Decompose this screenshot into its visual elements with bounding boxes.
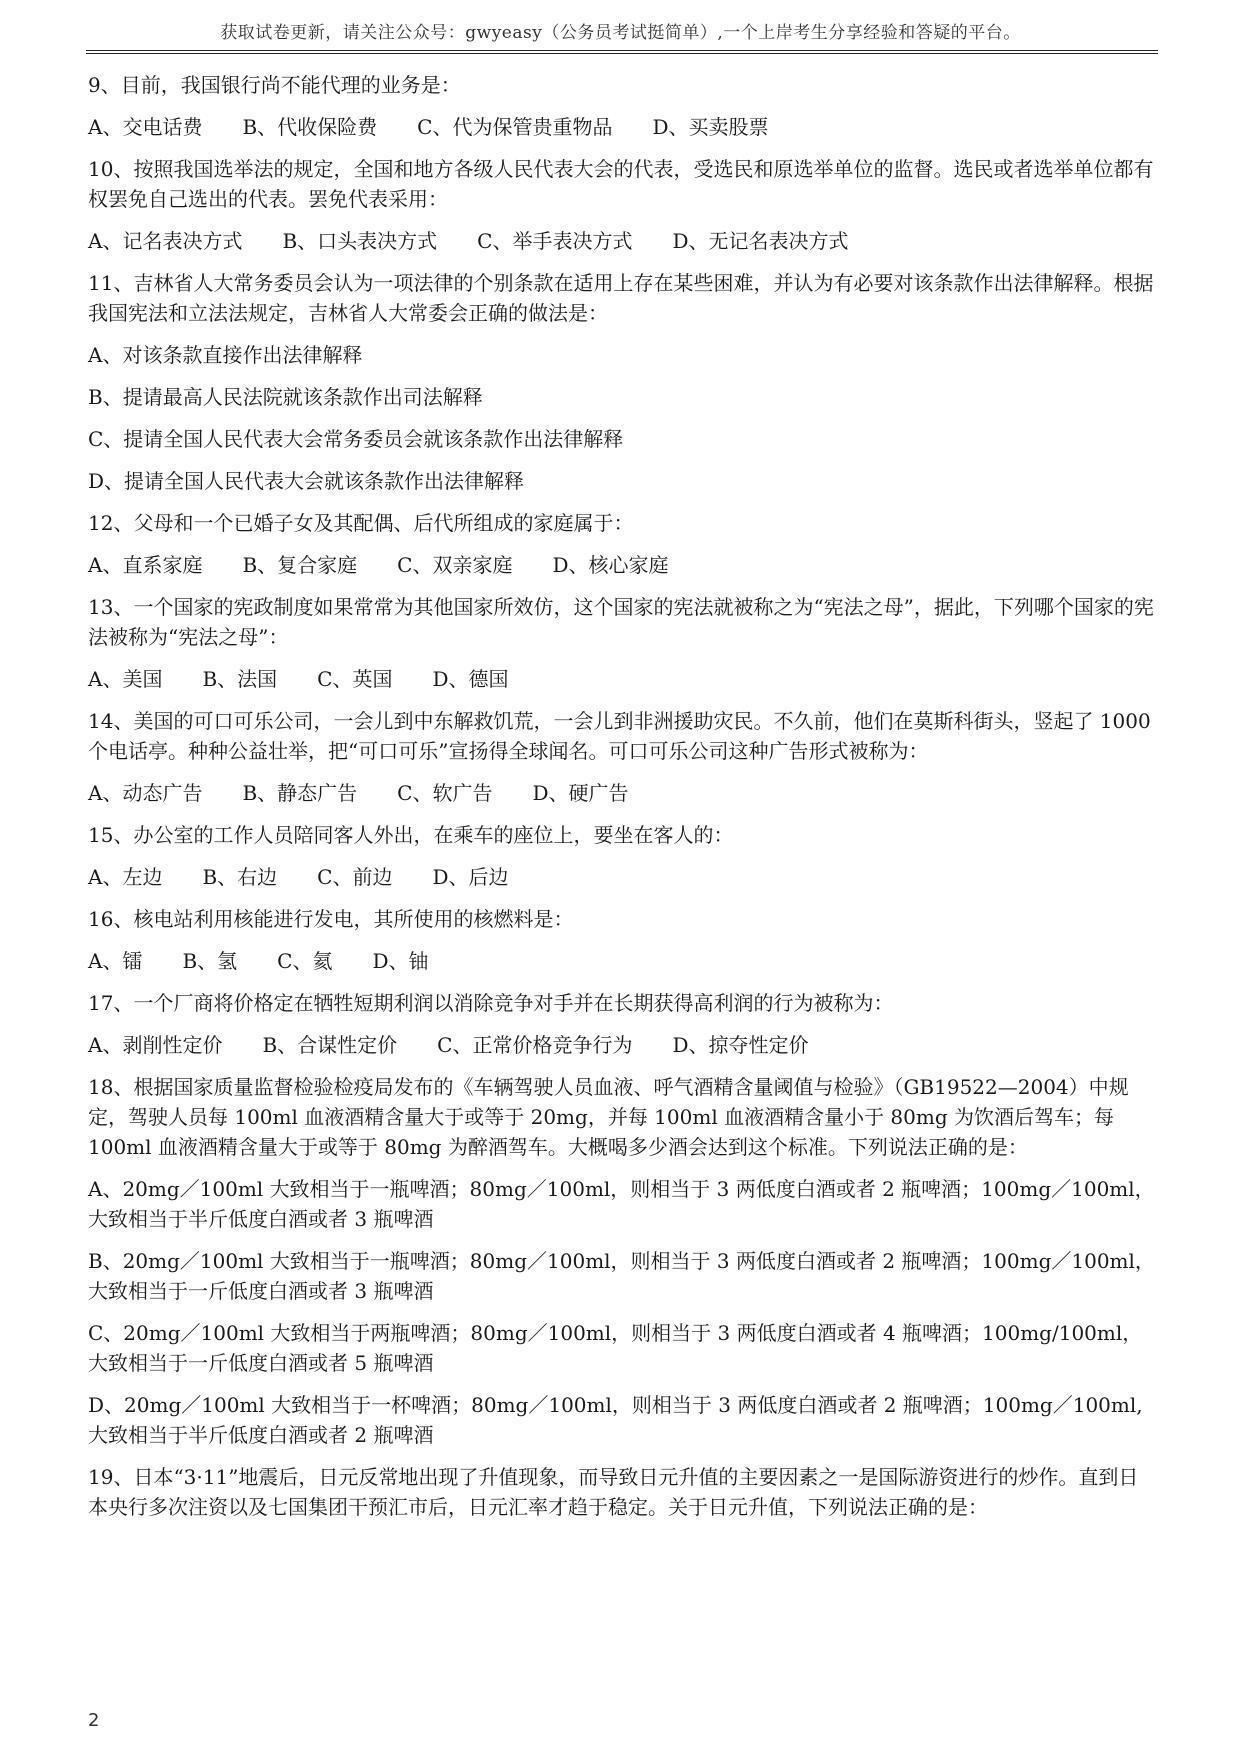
question-list [88,70,1156,1522]
option: C、举手表决方式 [477,229,633,253]
option-row [88,112,1156,142]
option-row [88,664,1156,694]
option-row [88,778,1156,808]
option-row [88,946,1156,976]
option: D、无记名表决方式 [672,229,849,253]
question-stem: 19、日本“3·11”地震后，日元反常地出现了升值现象，而导致日元升值的主要因素之一是国际游资进行的炒作。直到日本央行多次注资以及七国集团干预汇市后，日元汇率才趋于稳定。关于日元升值，下列说法正确的是： [88,1465,1139,1519]
option: B、复合家庭 [242,553,358,577]
page-number: 2 [88,1710,100,1731]
option: B、口头表决方式 [282,229,438,253]
option: C、软广告 [397,781,493,805]
option: A、交电话费 [88,115,203,139]
question-stem: 12、父母和一个已婚子女及其配偶、后代所组成的家庭属于： [88,511,634,535]
question-stem: 16、核电站利用核能进行发电，其所使用的核燃料是： [88,907,574,931]
question-stem: 14、美国的可口可乐公司，一会儿到中东解救饥荒，一会儿到非洲援助灾民。不久前，他们在莫斯科街头，竖起了 1000 个电话亭。种种公益壮举，把“可口可乐”宣扬得全球闻名。可口可乐公司这种广告形式被称为： [88,709,1151,763]
option: B、右边 [202,865,278,889]
option: C、正常价格竞争行为 [437,1033,633,1057]
option: C、前边 [317,865,393,889]
question-stem: 10、按照我国选举法的规定，全国和地方各级人民代表大会的代表，受选民和原选举单位的监督。选民或者选举单位都有权罢免自己选出的代表。罢免代表采用： [88,157,1154,211]
question-stem: 17、一个厂商将价格定在牺牲短期利润以消除竞争对手并在长期获得高利润的行为被称为： [88,991,894,1015]
option: A、镭 [88,949,143,973]
option: B、静态广告 [242,781,358,805]
option: A、美国 [88,667,163,691]
option: C、代为保管贵重物品 [417,115,613,139]
option: B、20mg／100ml 大致相当于一瓶啤酒；80mg／100ml，则相当于 3 两低度白酒或者 2 瓶啤酒；100mg／100ml，大致相当于一斤低度白酒或者 3 瓶啤酒 [88,1249,1155,1303]
question-stem: 9、目前，我国银行尚不能代理的业务是： [88,73,461,97]
option: A、左边 [88,865,163,889]
option-row [88,862,1156,892]
option: D、20mg／100ml 大致相当于一杯啤酒；80mg／100ml，则相当于 3 两低度白酒或者 2 瓶啤酒；100mg／100ml,大致相当于半斤低度白酒或者 2 瓶啤酒 [88,1393,1143,1447]
question-stem: 13、一个国家的宪政制度如果常常为其他国家所效仿，这个国家的宪法就被称之为“宪法之母”，据此，下列哪个国家的宪法被称为“宪法之母”： [88,595,1154,649]
option-row [88,1030,1156,1060]
option: D、提请全国人民代表大会就该条款作出法律解释 [88,469,525,493]
question-stem: 18、根据国家质量监督检验检疫局发布的《车辆驾驶人员血液、呼气酒精含量阈值与检验》（GB19522—2004）中规定，驾驶人员每 100ml 血液酒精含量大于或等于 20mg，并每 100ml 血液酒精含量小于 80mg 为饮酒后驾车；每 100ml 血液酒精含量大于或等于 80mg 为醉酒驾车。大概喝多少酒会达到这个标准。下列说法正确的是： [88,1075,1129,1159]
question-stem: 11、吉林省人大常务委员会认为一项法律的个别条款在适用上存在某些困难，并认为有必要对该条款作出法律解释。根据我国宪法和立法法规定，吉林省人大常委会正确的做法是： [88,271,1154,325]
option-row [88,226,1156,256]
option-row [88,550,1156,580]
option: B、氢 [182,949,238,973]
option: B、提请最高人民法院就该条款作出司法解释 [88,385,483,409]
option: C、提请全国人民代表大会常务委员会就该条款作出法律解释 [88,427,624,451]
option: D、买卖股票 [652,115,769,139]
option: B、代收保险费 [242,115,378,139]
question-stem: 15、办公室的工作人员陪同客人外出，在乘车的座位上，要坐在客人的： [88,823,734,847]
option: A、直系家庭 [88,553,203,577]
option: D、掠夺性定价 [672,1033,809,1057]
option: A、20mg／100ml 大致相当于一瓶啤酒；80mg／100ml，则相当于 3 两低度白酒或者 2 瓶啤酒；100mg／100ml，大致相当于半斤低度白酒或者 3 瓶啤酒 [88,1177,1155,1231]
header-divider [86,50,1158,54]
option: C、英国 [317,667,393,691]
option: C、20mg／100ml 大致相当于两瓶啤酒；80mg／100ml，则相当于 3 两低度白酒或者 4 瓶啤酒；100mg/100ml，大致相当于一斤低度白酒或者 5 瓶啤酒 [88,1321,1143,1375]
page-header: 获取试卷更新，请关注公众号：gwyeasy（公务员考试挺简单）,一个上岸考生分享经验和答疑的平台。 [220,23,1021,43]
option: D、铀 [372,949,429,973]
option: D、核心家庭 [552,553,669,577]
option: A、剥削性定价 [88,1033,223,1057]
option: D、德国 [432,667,509,691]
option: D、后边 [432,865,509,889]
option: C、氦 [277,949,333,973]
option: A、记名表决方式 [88,229,243,253]
option: B、法国 [202,667,278,691]
option: A、对该条款直接作出法律解释 [88,343,363,367]
option: C、双亲家庭 [397,553,513,577]
option: B、合谋性定价 [262,1033,398,1057]
option: A、动态广告 [88,781,203,805]
option: D、硬广告 [532,781,629,805]
